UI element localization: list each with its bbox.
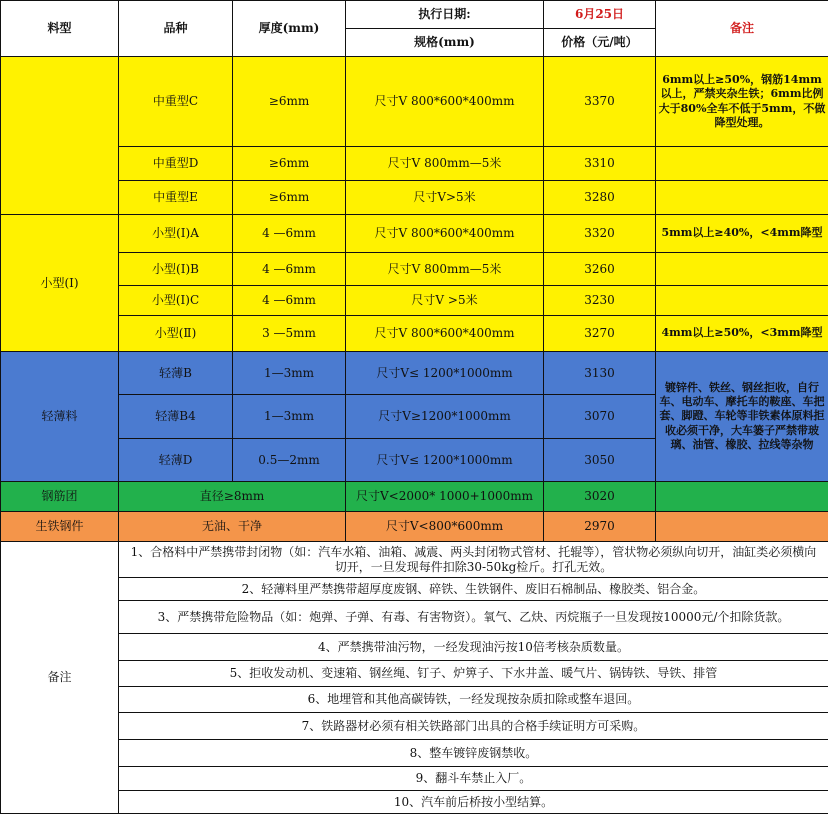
group-small: 小型(I): [1, 215, 119, 352]
header-variety: 品种: [119, 1, 233, 57]
remark-item: 6、地埋管和其他高碳铸铁，一经发现按杂质扣除或整车退回。: [119, 687, 828, 713]
price-cell: 3130: [544, 352, 656, 395]
header-spec: 规格(mm): [346, 29, 544, 57]
remark-row: [1, 661, 828, 687]
header-price: 价格（元/吨）: [544, 29, 656, 57]
spec-cell: 尺寸V 800*600*400mm: [346, 57, 544, 147]
iron-desc: 无油、干净: [119, 512, 346, 542]
price-cell: 3320: [544, 215, 656, 253]
price-cell: 3070: [544, 395, 656, 439]
rebar-desc: 直径≥8mm: [119, 482, 346, 512]
table-row: [1, 215, 828, 253]
remark-item: 4、严禁携带油污物，一经发现油污按10倍考核杂质数量。: [119, 634, 828, 661]
note-small-ii: 4mm以上≥50%，<3mm降型: [656, 316, 828, 352]
remark-item: 9、翻斗车禁止入厂。: [119, 767, 828, 791]
thickness-cell: ≥6mm: [233, 57, 346, 147]
thickness-cell: ≥6mm: [233, 181, 346, 215]
thickness-cell: 1—3mm: [233, 352, 346, 395]
price-cell: 2970: [544, 512, 656, 542]
note-empty: [656, 181, 828, 215]
table-row: [1, 57, 828, 147]
group-thin: 轻薄料: [1, 352, 119, 482]
price-cell: 3230: [544, 286, 656, 316]
thickness-cell: 4 —6mm: [233, 253, 346, 286]
remark-row: [1, 791, 828, 814]
header-material: 料型: [1, 1, 119, 57]
remark-row: [1, 740, 828, 767]
variety-cell: 轻薄B: [119, 352, 233, 395]
remarks-label: 备注: [1, 542, 119, 814]
note-empty: [656, 253, 828, 286]
remark-item: 7、铁路器材必须有相关铁路部门出具的合格手续证明方可采购。: [119, 713, 828, 740]
thickness-cell: 1—3mm: [233, 395, 346, 439]
spec-cell: 尺寸V>5米: [346, 181, 544, 215]
group-rebar: 钢筋团: [1, 482, 119, 512]
table-row: [1, 181, 828, 215]
remark-item: 5、拒收发动机、变速箱、钢丝绳、钉子、炉箅子、下水井盖、暖气片、锅铸铁、导铁、排管: [119, 661, 828, 687]
header-remark: 备注: [656, 1, 828, 57]
price-cell: 3280: [544, 181, 656, 215]
spec-cell: 尺寸V >5米: [346, 286, 544, 316]
spec-cell: 尺寸V≤ 1200*1000mm: [346, 439, 544, 482]
remark-row: [1, 767, 828, 791]
group-heavy: [1, 57, 119, 215]
thickness-cell: 0.5—2mm: [233, 439, 346, 482]
table-row: [1, 482, 828, 512]
note-heavy: 6mm以上≥50%，钢筋14mm以上，严禁夹杂生铁；6mm比例大于80%全车不低于5mm，不做降型处理。: [656, 57, 828, 147]
remark-item: 8、整车镀锌废钢禁收。: [119, 740, 828, 767]
price-cell: 3050: [544, 439, 656, 482]
price-cell: 3270: [544, 316, 656, 352]
remark-row: [1, 542, 828, 578]
price-cell: 3260: [544, 253, 656, 286]
price-cell: 3310: [544, 147, 656, 181]
group-iron: 生铁钢件: [1, 512, 119, 542]
spec-cell: 尺寸V≤ 1200*1000mm: [346, 352, 544, 395]
table-row: [1, 253, 828, 286]
price-cell: 3020: [544, 482, 656, 512]
note-empty: [656, 286, 828, 316]
note-empty: [656, 482, 828, 512]
variety-cell: 小型(I)C: [119, 286, 233, 316]
thickness-cell: 4 —6mm: [233, 286, 346, 316]
variety-cell: 轻薄D: [119, 439, 233, 482]
note-empty: [656, 512, 828, 542]
remark-item: 2、轻薄料里严禁携带超厚度废钢、碎铁、生铁钢件、废旧石棉制品、橡胶类、铝合金。: [119, 578, 828, 601]
spec-cell: 尺寸V≥1200*1000mm: [346, 395, 544, 439]
remark-row: [1, 578, 828, 601]
variety-cell: 小型(Ⅱ): [119, 316, 233, 352]
spec-cell: 尺寸V 800*600*400mm: [346, 215, 544, 253]
note-small-i: 5mm以上≥40%，<4mm降型: [656, 215, 828, 253]
thickness-cell: 3 —5mm: [233, 316, 346, 352]
variety-cell: 小型(I)A: [119, 215, 233, 253]
remark-row: [1, 713, 828, 740]
price-cell: 3370: [544, 57, 656, 147]
variety-cell: 轻薄B4: [119, 395, 233, 439]
remark-item: 1、合格料中严禁携带封闭物（如：汽车水箱、油箱、减震、两头封闭物式管材、托辊等），管状物必须纵向切开，油缸类必须横向切开，一旦发现每件扣除30-50kg检斤。打孔无效。: [119, 542, 828, 578]
spec-cell: 尺寸V<800*600mm: [346, 512, 544, 542]
spec-cell: 尺寸V 800*600*400mm: [346, 316, 544, 352]
exec-date-label: 执行日期:: [346, 1, 544, 29]
spec-cell: 尺寸V 800mm—5米: [346, 253, 544, 286]
table-row: [1, 512, 828, 542]
thickness-cell: 4 —6mm: [233, 215, 346, 253]
thickness-cell: ≥6mm: [233, 147, 346, 181]
header-thickness: 厚度(mm): [233, 1, 346, 57]
note-empty: [656, 147, 828, 181]
remark-row: [1, 601, 828, 634]
table-row: [1, 286, 828, 316]
variety-cell: 中重型D: [119, 147, 233, 181]
variety-cell: 中重型E: [119, 181, 233, 215]
remark-row: [1, 634, 828, 661]
remark-row: [1, 687, 828, 713]
spec-cell: 尺寸V<2000* 1000+1000mm: [346, 482, 544, 512]
remark-item: 3、严禁携带危险物品（如：炮弹、子弹、有毒、有害物资）。氧气、乙炔、丙烷瓶子一旦发现按10000元/个扣除货款。: [119, 601, 828, 634]
table-row: [1, 352, 828, 395]
note-thin: 镀锌件、铁丝、钢丝拒收，自行车、电动车、摩托车的鞍座、车把套、脚蹬、车轮等非铁素体原料拒收必须干净，大车篓子严禁带玻璃、油管、橡胶、拉线等杂物: [656, 352, 828, 482]
variety-cell: 中重型C: [119, 57, 233, 147]
table-row: [1, 316, 828, 352]
variety-cell: 小型(I)B: [119, 253, 233, 286]
remark-item: 10、汽车前后桥按小型结算。: [119, 791, 828, 814]
exec-date: 6月25日: [544, 1, 656, 29]
table-row: [1, 147, 828, 181]
spec-cell: 尺寸V 800mm—5米: [346, 147, 544, 181]
